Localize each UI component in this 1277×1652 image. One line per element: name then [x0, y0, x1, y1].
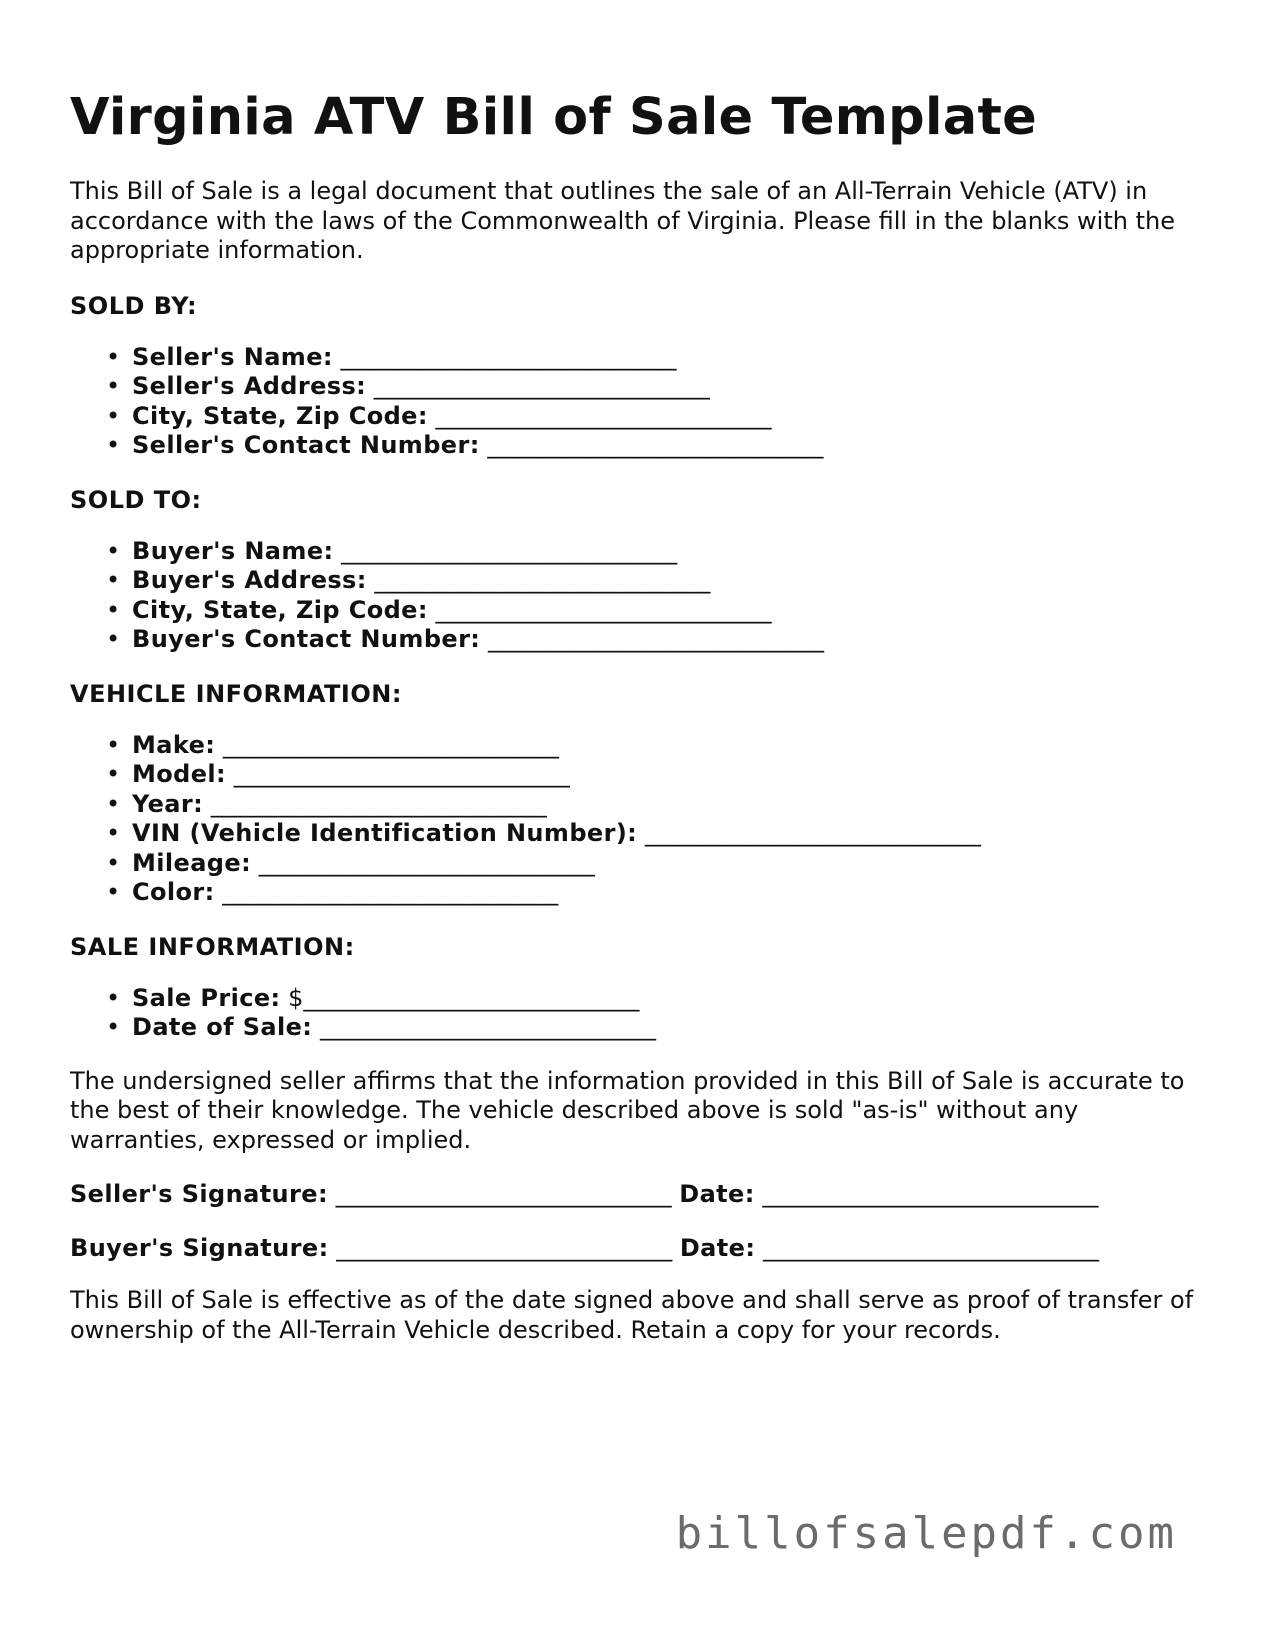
- bullet-icon: •: [106, 819, 121, 847]
- field-label: Date of Sale:: [132, 1013, 313, 1041]
- fill-in-blank[interactable]: ____________________________: [644, 819, 981, 847]
- bullet-icon: •: [106, 878, 121, 906]
- seller-name-field: [70, 343, 1220, 373]
- vehicle-model-field: [70, 760, 1220, 790]
- bullet-icon: •: [106, 983, 121, 1012]
- sale-date-field: [70, 1013, 1220, 1043]
- field-label: Seller's Name:: [132, 342, 333, 371]
- field-label: Seller's Contact Number:: [132, 431, 480, 459]
- field-label: City, State, Zip Code:: [132, 595, 428, 624]
- document-title: Virginia ATV Bill of Sale Template: [70, 88, 1038, 147]
- buyer-name-field: [70, 537, 1220, 567]
- fill-in-blank[interactable]: ____________________________: [222, 878, 559, 906]
- vehicle-vin-field: [70, 819, 1220, 849]
- field-label: Mileage:: [132, 848, 252, 877]
- bullet-icon: •: [106, 625, 121, 653]
- fill-in-blank[interactable]: ____________________________: [222, 730, 559, 759]
- bullet-icon: •: [106, 401, 121, 430]
- field-label: Model:: [132, 760, 227, 788]
- fill-in-blank[interactable]: ____________________________: [341, 536, 678, 565]
- intro-paragraph: This Bill of Sale is a legal document that outlines the sale of an All-Terrain Vehicle (ATV) in accordance with the laws of the Commonwealth of Virginia. Please fill in the blanks with the appropriate information.: [70, 177, 1175, 264]
- buyer-date-blank[interactable]: ____________________________: [762, 1234, 1099, 1262]
- seller-signature-blank[interactable]: ____________________________: [335, 1180, 672, 1208]
- field-label: Buyer's Address:: [132, 566, 367, 594]
- seller-address-field: [70, 372, 1220, 402]
- currency-symbol: $: [288, 983, 304, 1012]
- field-label: Sale Price:: [132, 983, 281, 1012]
- bill-of-sale-document: [70, 86, 1220, 1345]
- affirmation-paragraph: The undersigned seller affirms that the information provided in this Bill of Sale is accurate to the best of their knowledge. The vehicle described above is sold "as-is" without any warranties, expressed or implied.: [70, 1066, 1185, 1154]
- sale-price-field: [70, 984, 1220, 1014]
- vehicle-mileage-field: [70, 849, 1220, 879]
- buyer-date-label: Date:: [679, 1234, 756, 1262]
- buyer-signature-label: Buyer's Signature:: [70, 1234, 329, 1262]
- seller-date-blank[interactable]: ____________________________: [762, 1180, 1099, 1208]
- fill-in-blank[interactable]: ____________________________: [210, 789, 547, 818]
- bullet-icon: •: [106, 760, 121, 788]
- buyer-contact-field: [70, 625, 1220, 655]
- fill-in-blank[interactable]: ____________________________: [303, 983, 640, 1012]
- vehicle-make-field: [70, 731, 1220, 761]
- fill-in-blank[interactable]: ____________________________: [233, 760, 570, 788]
- bullet-icon: •: [106, 372, 121, 400]
- bullet-icon: •: [106, 730, 121, 759]
- bullet-icon: •: [106, 848, 121, 877]
- seller-signature-label: Seller's Signature:: [70, 1180, 328, 1208]
- vehicle-color-field: [70, 878, 1220, 908]
- seller-city-state-zip-field: [70, 402, 1220, 432]
- site-watermark: billofsalepdf.com: [675, 1508, 1177, 1559]
- bullet-icon: •: [106, 431, 121, 459]
- buyer-city-state-zip-field: [70, 596, 1220, 626]
- buyer-address-field: [70, 566, 1220, 596]
- fill-in-blank[interactable]: ____________________________: [319, 1013, 656, 1041]
- fill-in-blank[interactable]: ____________________________: [340, 342, 677, 371]
- vehicle-fields-list: [70, 731, 1220, 908]
- field-label: City, State, Zip Code:: [132, 401, 428, 430]
- seller-signature-row: [70, 1179, 1220, 1209]
- sold-to-heading: SOLD TO:: [70, 485, 202, 514]
- seller-date-label: Date:: [679, 1180, 755, 1208]
- seller-fields-list: [70, 343, 1220, 461]
- buyer-fields-list: [70, 537, 1220, 655]
- fill-in-blank[interactable]: ____________________________: [487, 431, 824, 459]
- field-label: Year:: [132, 789, 204, 818]
- field-label: Buyer's Contact Number:: [132, 625, 481, 653]
- closing-paragraph: This Bill of Sale is effective as of the date signed above and shall serve as proof of transfer of ownership of the All-Terrain Vehicle described. Retain a copy for your records.: [70, 1286, 1194, 1344]
- fill-in-blank[interactable]: ____________________________: [373, 372, 710, 400]
- fill-in-blank[interactable]: ____________________________: [258, 848, 595, 877]
- field-label: Seller's Address:: [132, 372, 367, 400]
- fill-in-blank[interactable]: ____________________________: [435, 401, 772, 430]
- buyer-signature-blank[interactable]: ____________________________: [336, 1234, 673, 1262]
- field-label: VIN (Vehicle Identification Number):: [132, 819, 638, 847]
- bullet-icon: •: [106, 566, 121, 594]
- fill-in-blank[interactable]: ____________________________: [435, 595, 772, 624]
- field-label: Color:: [132, 878, 215, 906]
- sale-info-heading: SALE INFORMATION:: [70, 932, 355, 961]
- bullet-icon: •: [106, 789, 121, 818]
- sale-fields-list: [70, 984, 1220, 1043]
- fill-in-blank[interactable]: ____________________________: [487, 625, 824, 653]
- bullet-icon: •: [106, 342, 121, 371]
- seller-contact-field: [70, 431, 1220, 461]
- field-label: Make:: [132, 730, 216, 759]
- fill-in-blank[interactable]: ____________________________: [374, 566, 711, 594]
- bullet-icon: •: [106, 536, 121, 565]
- vehicle-info-heading: VEHICLE INFORMATION:: [70, 679, 402, 708]
- field-label: Buyer's Name:: [132, 536, 334, 565]
- sold-by-heading: SOLD BY:: [70, 291, 198, 320]
- bullet-icon: •: [106, 595, 121, 624]
- bullet-icon: •: [106, 1013, 121, 1041]
- vehicle-year-field: [70, 790, 1220, 820]
- buyer-signature-row: [70, 1233, 1220, 1263]
